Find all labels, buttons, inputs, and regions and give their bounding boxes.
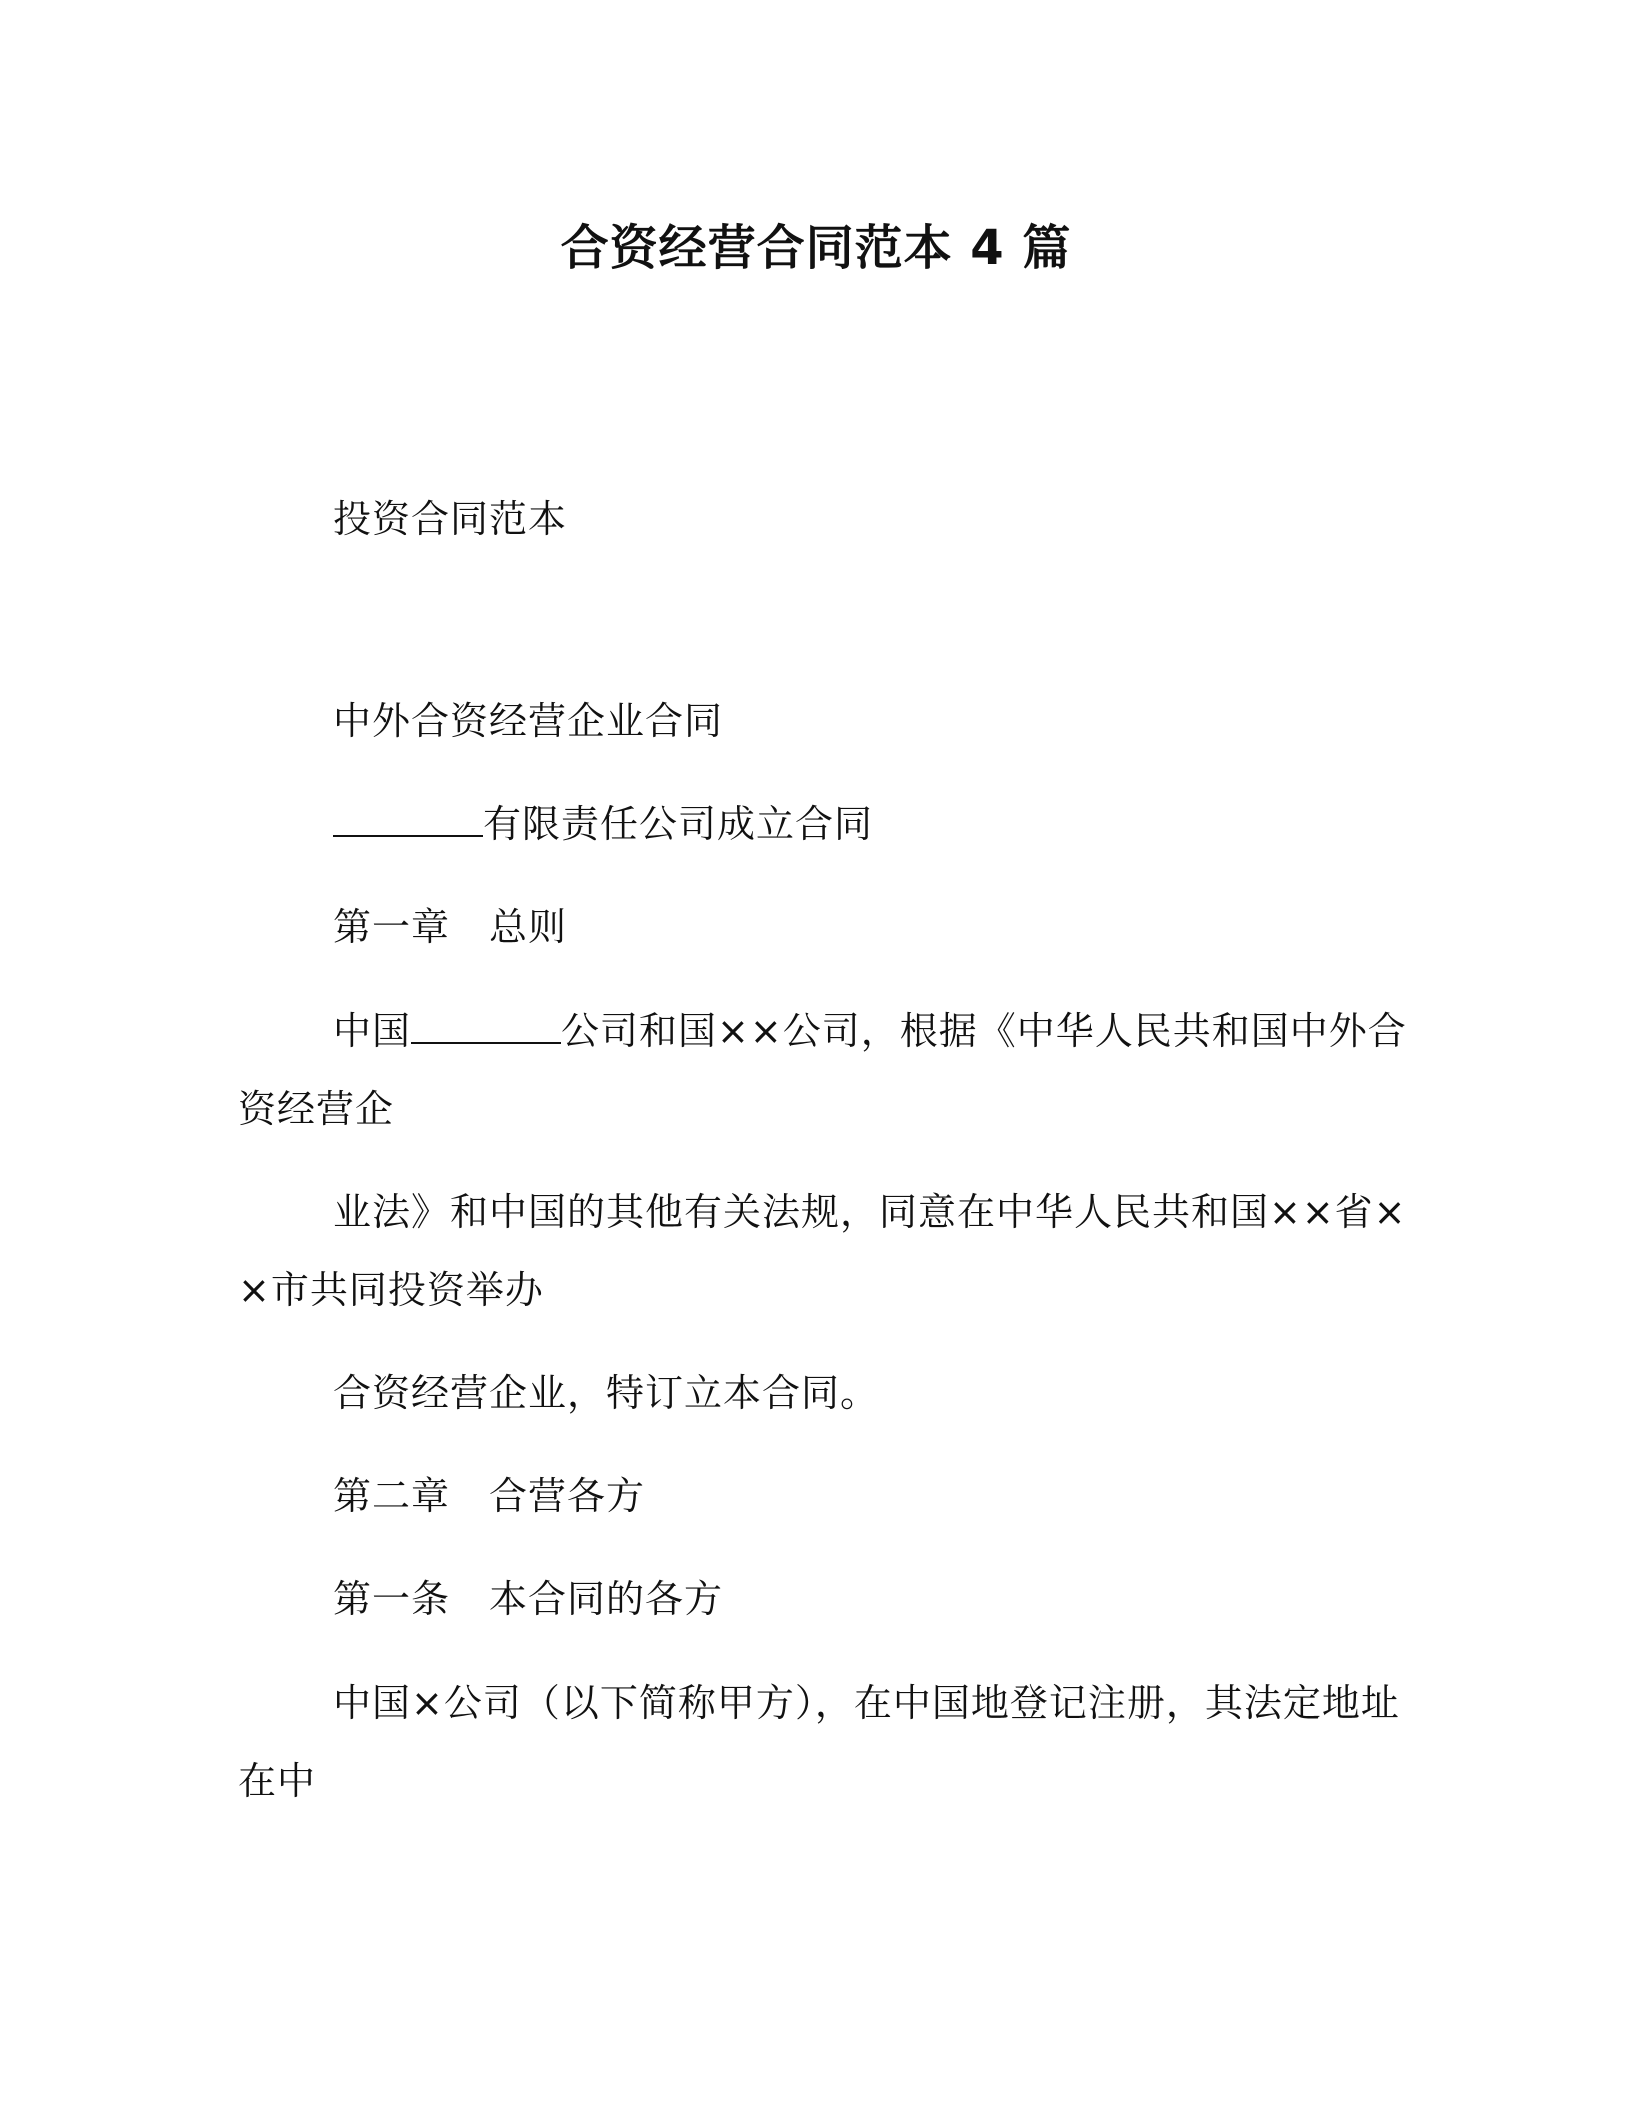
paragraph-3: 合资经营企业，特订立本合同。 (333, 1371, 880, 1415)
paragraph-2-continued: ×市共同投资举办 (238, 1268, 544, 1312)
contract-name: 中外合资经营企业合同 (333, 699, 724, 743)
chapter-2-heading: 第二章 合营各方 (333, 1474, 646, 1518)
paragraph-1-prefix: 中国 (333, 1009, 412, 1053)
paragraph-1-continued: 资经营企 (238, 1087, 395, 1131)
company-line (333, 800, 873, 848)
company-suffix: 有限责任公司成立合同 (483, 802, 874, 846)
chapter-1-heading: 第一章 总则 (333, 905, 568, 949)
section-heading: 投资合同范本 (333, 497, 568, 541)
paragraph-2: 业法》和中国的其他有关法规，同意在中华人民共和国××省× (333, 1190, 1407, 1234)
document-title: 合资经营合同范本 4 篇 (560, 220, 1072, 276)
fill-in-blank (411, 1008, 561, 1044)
fill-in-blank (333, 801, 483, 837)
article-1-heading: 第一条 本合同的各方 (333, 1577, 724, 1621)
paragraph-1 (333, 1007, 1407, 1055)
paragraph-4-continued: 在中 (238, 1759, 317, 1803)
paragraph-4: 中国×公司（以下简称甲方），在中国地登记注册，其法定地址 (333, 1681, 1400, 1725)
paragraph-1-suffix: 公司和国××公司，根据《中华人民共和国中外合 (561, 1009, 1407, 1053)
